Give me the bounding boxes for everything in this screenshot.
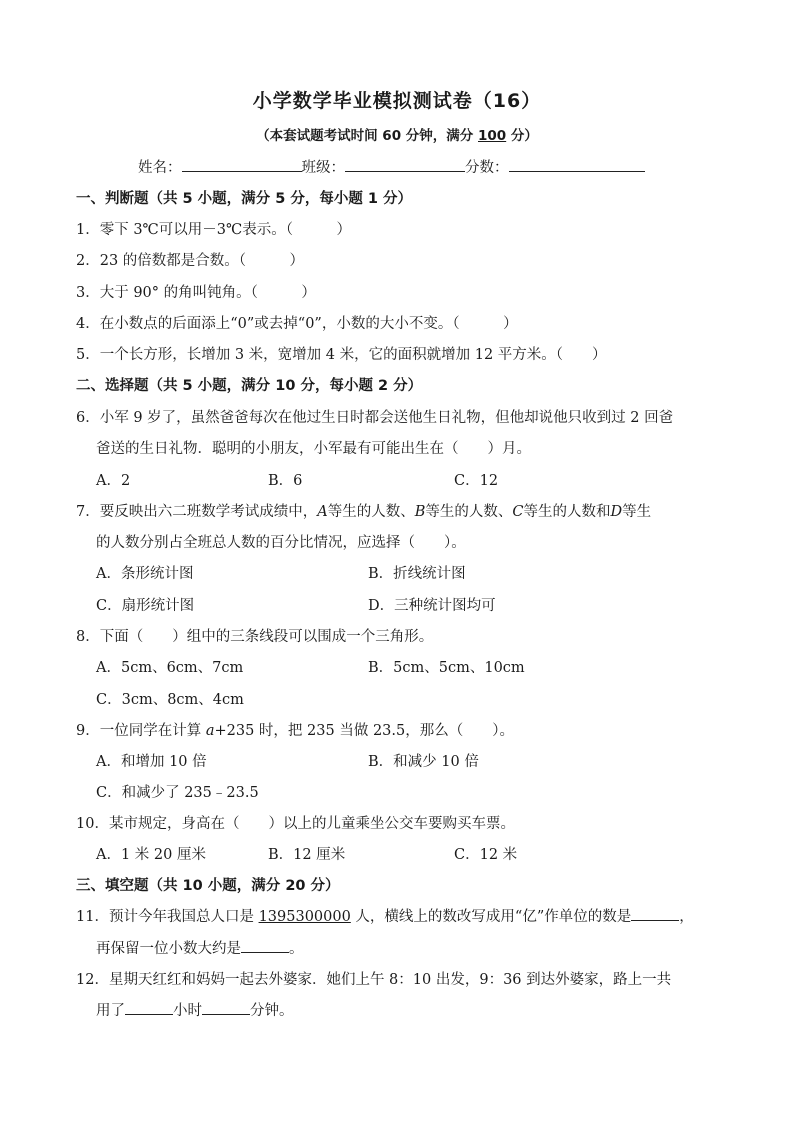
question-12-line-1: 12．星期天红红和妈妈一起去外婆家．她们上午 8：10 出发，9：36 到达外婆家，路上一共: [76, 972, 672, 988]
question-11-line-1: [76, 905, 694, 926]
q7-option-c[interactable]: C．扇形统计图: [96, 598, 195, 614]
q9-option-c[interactable]: C．和减少了 235﹣23.5: [96, 785, 259, 801]
subtitle-prefix: （本套试题考试时间 60 分钟，满分: [256, 128, 478, 144]
q11-text-d: 再保留一位小数大约是: [96, 941, 241, 957]
question-12-line-2: [96, 999, 294, 1020]
q7-text-d: 等生的人数和: [523, 504, 611, 520]
q7-option-b[interactable]: B．折线统计图: [368, 566, 466, 582]
q8-option-c[interactable]: C．3cm、8cm、4cm: [96, 692, 244, 708]
q7-grade-b: B: [414, 504, 426, 520]
question-11-line-2: [96, 937, 304, 958]
q7-option-d[interactable]: D．三种统计图均可: [368, 598, 496, 614]
question-1: 1．零下 3℃可以用－3℃表示。（ ）: [76, 222, 351, 238]
page-title: 小学数学毕业模拟测试卷（16）: [252, 90, 542, 112]
q9-option-b[interactable]: B．和减少 10 倍: [368, 754, 479, 770]
q7-grade-c: C: [512, 504, 524, 520]
q7-grade-d: D: [610, 504, 623, 520]
q10-option-c[interactable]: C．12 米: [454, 847, 518, 863]
q8-option-b[interactable]: B．5cm、5cm、10cm: [368, 660, 525, 676]
question-2: 2．23 的倍数都是合数。（ ）: [76, 253, 305, 269]
score-label: 分数：: [465, 160, 509, 176]
q9-text-a: 9．一位同学在计算: [76, 723, 206, 739]
q8-option-a[interactable]: A．5cm、6cm、7cm: [96, 660, 244, 676]
q10-option-b[interactable]: B．12 厘米: [268, 847, 346, 863]
q7-text-b: 等生的人数、: [327, 504, 415, 520]
student-info-row: [138, 155, 645, 177]
q12-text-a: 用了: [96, 1003, 125, 1019]
q11-text-e: 。: [289, 941, 304, 957]
question-7-line-1: [76, 500, 651, 521]
section-heading-judgement: 一、判断题（共 5 小题，满分 5 分，每小题 1 分）: [76, 191, 413, 207]
q9-variable: a: [205, 723, 215, 739]
q11-text-b: 人，横线上的数改写成用“亿”作单位的数是: [350, 909, 632, 925]
name-blank[interactable]: [182, 155, 302, 172]
question-7-line-2: 的人数分别占全班总人数的百分比情况，应选择（ ）。: [96, 535, 466, 551]
q10-option-a[interactable]: A．1 米 20 厘米: [96, 847, 206, 863]
section-heading-fill-in: 三、填空题（共 10 小题，满分 20 分）: [76, 878, 340, 894]
q7-text-e: 等生: [622, 504, 652, 520]
question-8: 8．下面（ ）组中的三条线段可以围成一个三角形。: [76, 629, 434, 645]
q9-text-b: +235 时，把 235 当做 23.5，那么（ ）。: [214, 723, 514, 739]
question-4: 4．在小数点的后面添上“0”或去掉“0”，小数的大小不变。（ ）: [76, 316, 518, 332]
question-10: 10．某市规定，身高在（ ）以上的儿童乘坐公交车要购买车票。: [76, 816, 515, 832]
q12-minutes-blank[interactable]: [202, 1000, 250, 1015]
section-heading-choice: 二、选择题（共 5 小题，满分 10 分，每小题 2 分）: [76, 378, 423, 394]
question-6-line-2: 爸送的生日礼物．聪明的小朋友，小军最有可能出生在（ ）月。: [96, 441, 531, 457]
q12-text-c: 分钟。: [250, 1003, 294, 1019]
q11-population-number: 1395300000: [258, 909, 351, 925]
exam-subtitle: [0, 124, 794, 144]
q11-blank-2[interactable]: [241, 938, 289, 953]
q7-text-c: 等生的人数、: [425, 504, 513, 520]
question-6-line-1: 6．小军 9 岁了，虽然爸爸每次在他过生日时都会送他生日礼物，但他却说他只收到过 2 回爸: [76, 410, 674, 426]
question-9: [76, 719, 514, 740]
question-3: 3．大于 90° 的角叫钝角。（ ）: [76, 285, 316, 301]
q11-blank-1[interactable]: [631, 906, 679, 921]
q11-text-a: 11．预计今年我国总人口是: [76, 909, 259, 925]
question-5: 5．一个长方形，长增加 3 米，宽增加 4 米，它的面积就增加 12 平方米。（ ）: [76, 347, 607, 363]
class-blank[interactable]: [345, 155, 465, 172]
name-label: 姓名：: [138, 160, 182, 176]
q7-grade-a: A: [317, 504, 328, 520]
q6-option-b[interactable]: B．6: [268, 473, 303, 489]
q12-hours-blank[interactable]: [125, 1000, 173, 1015]
q11-text-c: ，: [679, 909, 694, 925]
subtitle-suffix: 分）: [506, 128, 538, 144]
q6-option-c[interactable]: C．12: [454, 473, 499, 489]
q7-text-a: 7．要反映出六二班数学考试成绩中，: [76, 504, 318, 520]
q9-option-a[interactable]: A．和增加 10 倍: [96, 754, 207, 770]
score-blank[interactable]: [509, 155, 645, 172]
q12-text-b: 小时: [173, 1003, 202, 1019]
class-label: 班级：: [301, 160, 345, 176]
q7-option-a[interactable]: A．条形统计图: [96, 566, 194, 582]
q6-option-a[interactable]: A．2: [96, 473, 131, 489]
full-score: 100: [478, 128, 507, 144]
